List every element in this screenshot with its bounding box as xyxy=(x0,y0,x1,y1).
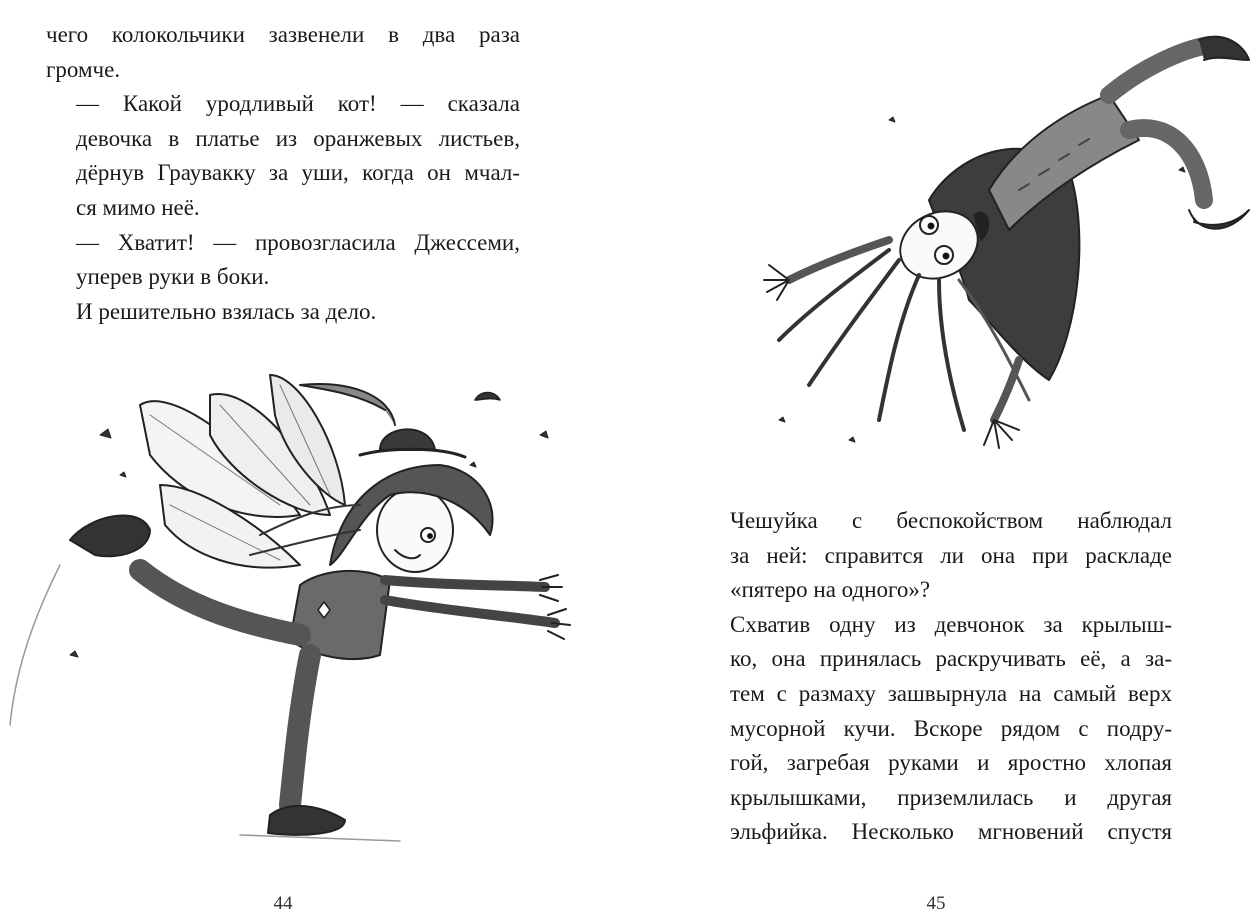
text-line: дёрнув Граувакку за уши, когда он мчал- xyxy=(76,160,520,186)
text-line: — Какой уродливый кот! — сказала xyxy=(76,91,520,117)
text-line: эльфийка. Несколько мгновений спустя xyxy=(730,819,1172,845)
text-line: Чешуйка с беспокойством наблюдал xyxy=(730,508,1172,533)
text-line: И решительно взялась за дело. xyxy=(76,298,377,324)
text-line: тем с размаху зашвырнула на самый верх xyxy=(730,680,1172,706)
text-line: — Хватит! — провозгласила Джессеми, xyxy=(76,229,520,255)
falling-elf-illustration xyxy=(689,0,1258,480)
text-line: «пятеро на одного»? xyxy=(730,577,931,603)
text-line: ся мимо неё. xyxy=(76,194,200,220)
text-line: громче. xyxy=(46,56,121,82)
text-line: мусорной кучи. Вскоре рядом с подру- xyxy=(730,715,1172,741)
text-line: за ней: справится ли она при раскладе xyxy=(730,542,1172,568)
text-line: гой, загребая руками и яростно хлопая xyxy=(730,750,1172,776)
text-line: ко, она принялась раскручивать её, а за- xyxy=(730,646,1172,672)
right-page xyxy=(629,0,1258,920)
text-line: уперев руки в боки. xyxy=(76,264,270,290)
page-number: 44 xyxy=(273,893,293,914)
text-line: девочка в платье из оранжевых листьев, xyxy=(76,125,520,151)
right-page-text xyxy=(700,504,1172,850)
text-line: Схватив одну из девчонок за крылыш- xyxy=(730,611,1172,637)
text-line: чего колокольчики зазвенели в два раза xyxy=(46,22,520,47)
left-page-text xyxy=(46,18,520,329)
fairy-girl-kicking-illustration xyxy=(0,355,580,855)
page-number: 45 xyxy=(926,893,946,914)
text-line: крылышками, приземлилась и другая xyxy=(730,784,1172,810)
